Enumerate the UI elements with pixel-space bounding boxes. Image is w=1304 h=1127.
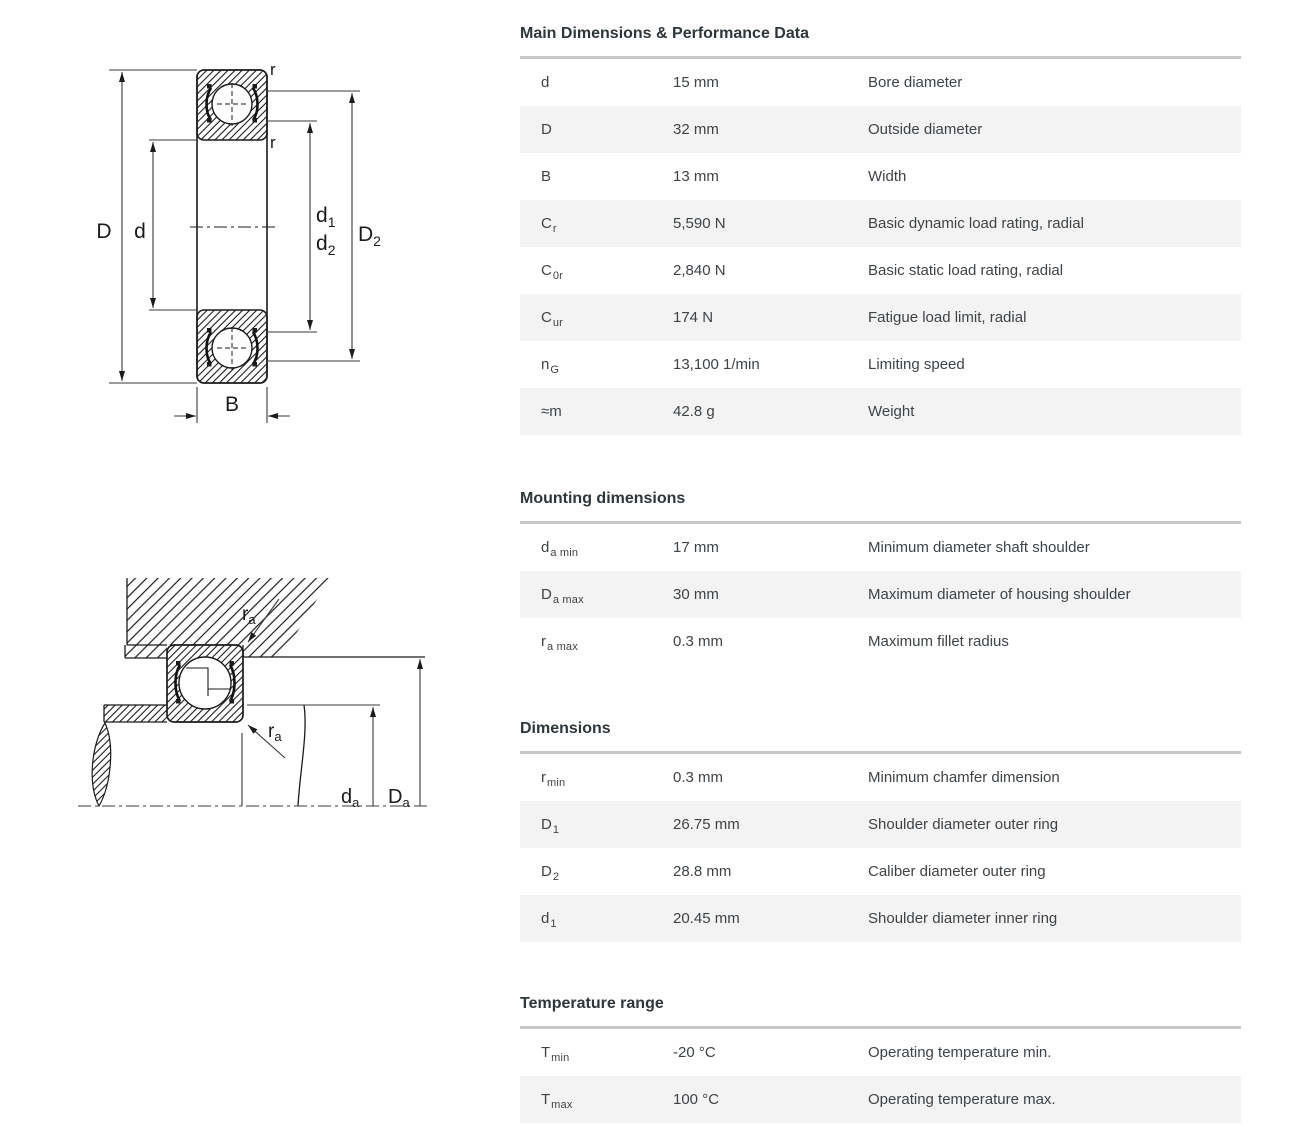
table-row <box>520 59 1241 106</box>
label-da: $d_a$ <box>341 786 360 810</box>
table-row <box>520 618 1241 665</box>
table-section <box>520 719 1241 942</box>
table-row <box>520 294 1241 341</box>
label-bore-diameter: d <box>134 220 146 243</box>
row-value: 174 N <box>673 309 714 326</box>
table-row <box>520 895 1241 942</box>
row-description: Minimum diameter shaft shoulder <box>868 539 1090 556</box>
section-title: Main Dimensions & Performance Data <box>520 25 809 42</box>
label-outside-diameter: D <box>96 220 112 243</box>
row-value: 13 mm <box>673 168 719 185</box>
row-description: Caliber diameter outer ring <box>868 863 1046 880</box>
row-symbol: D <box>541 121 552 138</box>
label-r-top: r <box>270 60 276 79</box>
row-symbol: $r_{a max}$ <box>541 633 578 653</box>
row-description: Operating temperature min. <box>868 1044 1052 1061</box>
row-symbol: $T_{min}$ <box>541 1044 570 1064</box>
label-d2: $d_2$ <box>316 232 336 258</box>
row-description: Maximum diameter of housing shoulder <box>868 586 1131 603</box>
row-symbol: B <box>541 168 552 185</box>
row-value: 20.45 mm <box>673 910 740 927</box>
row-description: Maximum fillet radius <box>868 633 1009 650</box>
row-value: 30 mm <box>673 586 719 603</box>
row-symbol: ≈m <box>541 403 562 420</box>
row-symbol: $C_{0r}$ <box>541 262 564 282</box>
row-symbol: $d_1$ <box>541 910 557 930</box>
row-description: Operating temperature max. <box>868 1091 1056 1108</box>
label-Da: $D_a$ <box>388 786 410 810</box>
section-title: Dimensions <box>520 720 611 737</box>
row-symbol: $D_2$ <box>541 863 560 883</box>
row-value: 17 mm <box>673 539 719 556</box>
row-value: 100 °C <box>673 1091 720 1108</box>
row-symbol: $D_{a max}$ <box>541 586 584 606</box>
table-section <box>520 24 1241 435</box>
row-description: Weight <box>868 403 915 420</box>
row-value: 0.3 mm <box>673 769 724 786</box>
table-row <box>520 388 1241 435</box>
row-description: Minimum chamfer dimension <box>868 769 1060 786</box>
label-width: B <box>224 393 240 416</box>
table-row <box>520 571 1241 618</box>
table-row <box>520 1076 1241 1123</box>
row-symbol: $C_{ur}$ <box>541 309 564 329</box>
bearing-cross-section-drawing <box>70 55 390 435</box>
table-row <box>520 848 1241 895</box>
table-row <box>520 524 1241 571</box>
row-value: -20 °C <box>673 1044 716 1061</box>
table-row <box>520 153 1241 200</box>
row-symbol: $d_{a min}$ <box>541 539 579 559</box>
row-description: Fatigue load limit, radial <box>868 309 1027 326</box>
row-description: Shoulder diameter outer ring <box>868 816 1059 833</box>
row-symbol: $n_G$ <box>541 356 560 376</box>
row-symbol: $C_r$ <box>541 215 557 235</box>
label-ra-bottom: $r_a$ <box>268 721 282 744</box>
mounting-drawing <box>75 565 435 815</box>
table-row <box>520 106 1241 153</box>
row-value: 32 mm <box>673 121 719 138</box>
row-symbol: $D_1$ <box>541 816 560 836</box>
row-description: Limiting speed <box>868 356 965 373</box>
row-description: Outside diameter <box>868 121 983 138</box>
row-value: 5,590 N <box>673 215 726 232</box>
row-description: Shoulder diameter inner ring <box>868 910 1058 927</box>
row-value: 15 mm <box>673 74 719 91</box>
table-row <box>520 247 1241 294</box>
section-title: Temperature range <box>520 995 664 1012</box>
row-symbol: $r_{min}$ <box>541 769 566 789</box>
ball <box>179 657 231 709</box>
row-value: 13,100 1/min <box>673 356 760 373</box>
bearing-outline <box>190 70 275 383</box>
shaft-shoulder-profile <box>298 705 305 806</box>
label-r-mid: r <box>270 133 276 152</box>
label-d1: $d_1$ <box>316 204 336 230</box>
row-description: Bore diameter <box>868 74 963 91</box>
section-title: Mounting dimensions <box>520 490 686 507</box>
row-value: 26.75 mm <box>673 816 740 833</box>
table-row <box>520 754 1241 801</box>
shaft-shoulder-cutaway <box>92 723 110 806</box>
table-row <box>520 200 1241 247</box>
table-row <box>520 1029 1241 1076</box>
table-row <box>520 801 1241 848</box>
label-D2: $D_2$ <box>358 223 381 249</box>
row-value: 0.3 mm <box>673 633 724 650</box>
row-description: Width <box>868 168 907 185</box>
table-section <box>520 489 1241 665</box>
label-ra-top: $r_a$ <box>242 604 256 627</box>
table-section <box>520 994 1241 1123</box>
row-symbol: d <box>541 74 550 91</box>
table-row <box>520 341 1241 388</box>
row-value: 2,840 N <box>673 262 726 279</box>
mounted-bearing <box>167 645 243 722</box>
row-description: Basic static load rating, radial <box>868 262 1064 279</box>
row-value: 28.8 mm <box>673 863 732 880</box>
row-description: Basic dynamic load rating, radial <box>868 215 1084 232</box>
row-symbol: $T_{max}$ <box>541 1091 573 1111</box>
row-value: 42.8 g <box>673 403 715 420</box>
